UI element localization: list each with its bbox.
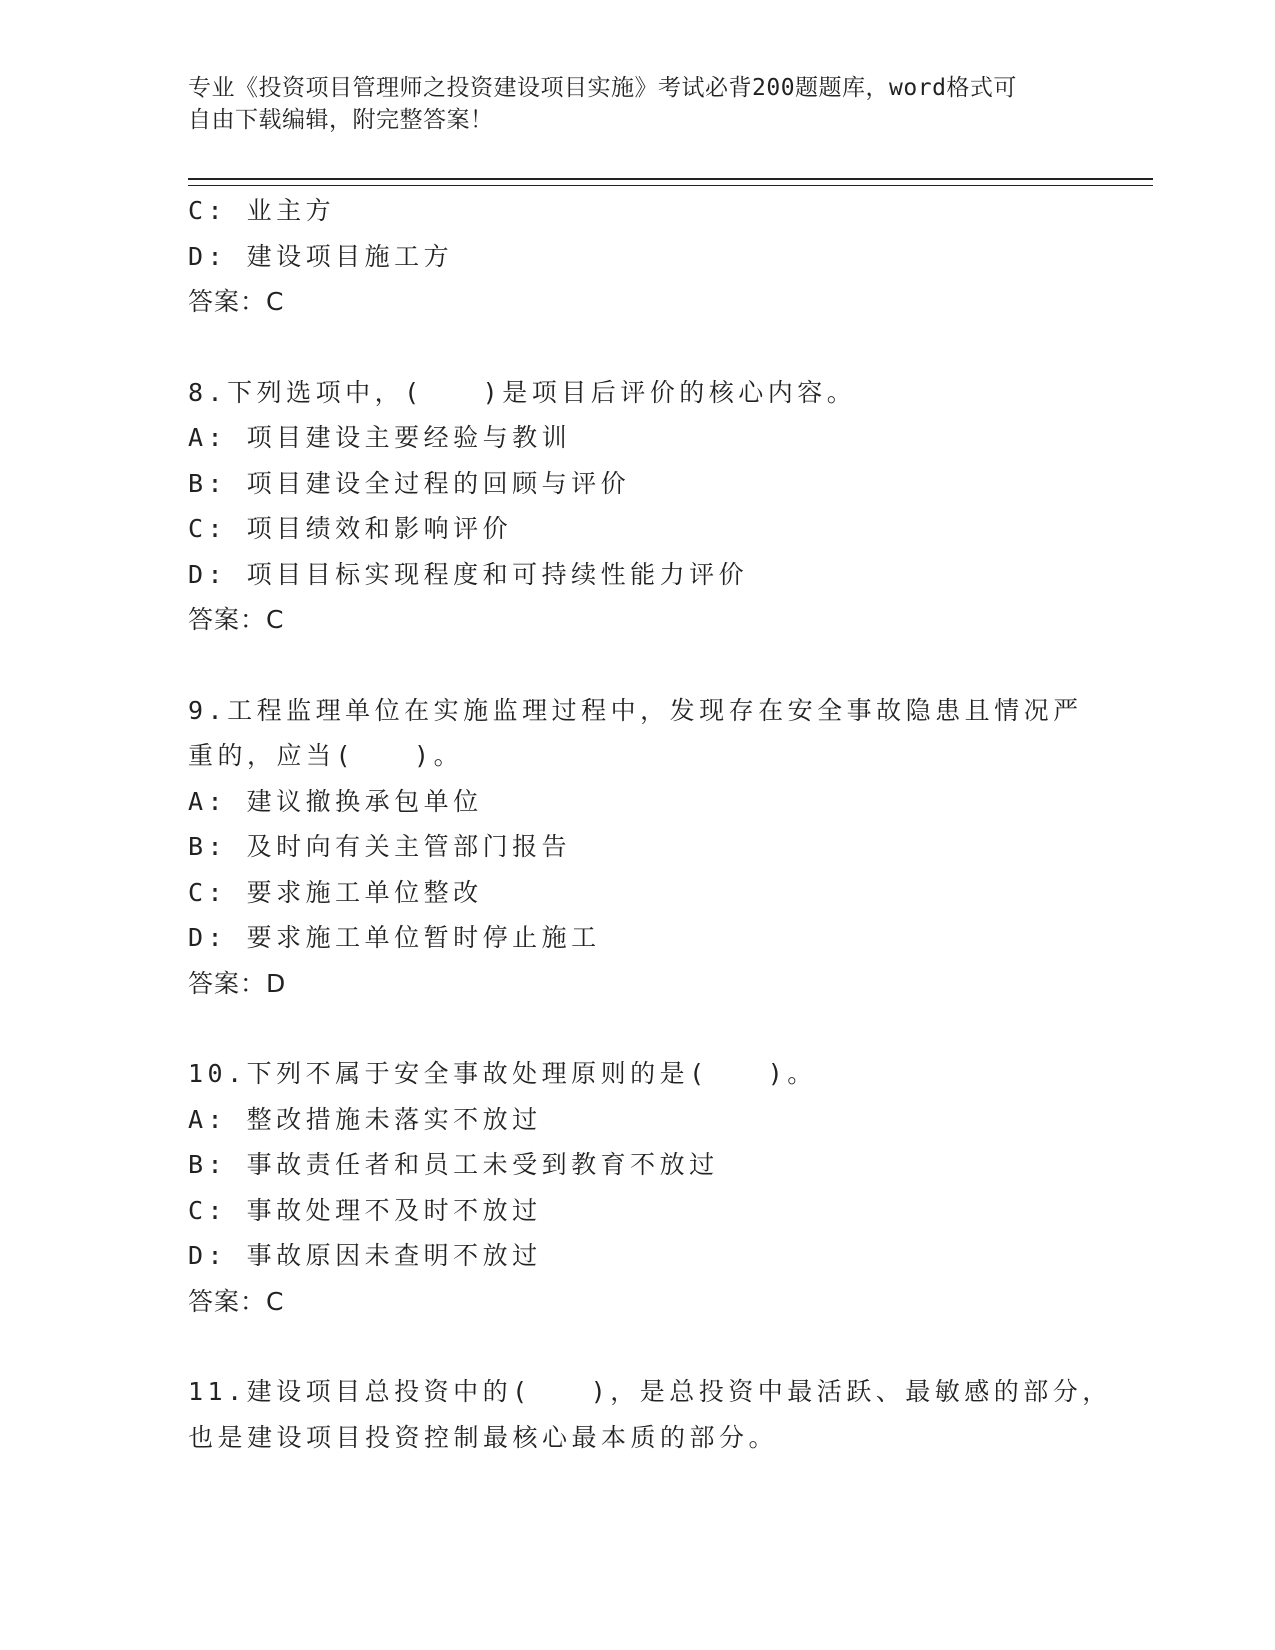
- option-d: D: 建设项目施工方: [188, 241, 454, 271]
- answer-label: 答案：C: [188, 605, 285, 634]
- question-block-10: [188, 1051, 1088, 1324]
- spacer: [188, 1006, 1088, 1051]
- option-d: D: 项目目标实现程度和可持续性能力评价: [188, 559, 749, 589]
- option-c: C: 要求施工单位整改: [188, 877, 483, 907]
- option-a: A: 项目建设主要经验与教训: [188, 423, 572, 452]
- option-d: D: 事故原因未查明不放过: [188, 1241, 542, 1270]
- spacer: [188, 1324, 1088, 1369]
- question-stem-line-1: 11.建设项目总投资中的( )，是总投资中最活跃、最敏感的部分，: [188, 1377, 1112, 1406]
- header-divider: [188, 178, 1153, 186]
- answer-label: 答案：C: [188, 1286, 285, 1316]
- question-stem: 10.下列不属于安全事故处理原则的是( )。: [188, 1059, 817, 1088]
- answer-label: 答案：C: [188, 287, 285, 316]
- question-stem: 8.下列选项中，( )是项目后评价的核心内容。: [188, 377, 857, 407]
- header-title-line-2: 自由下载编辑，附完整答案！: [188, 107, 494, 133]
- option-b: B: 及时向有关主管部门报告: [188, 832, 572, 861]
- question-block-9: [188, 688, 1088, 1007]
- option-d: D: 要求施工单位暂时停止施工: [188, 923, 601, 952]
- option-c: C: 业主方: [188, 196, 336, 225]
- page-header: [188, 72, 1068, 136]
- question-stem-line-2: 也是建设项目投资控制最核心最本质的部分。: [188, 1422, 779, 1452]
- question-block-prev: [188, 188, 1088, 325]
- option-a: A: 整改措施未落实不放过: [188, 1104, 542, 1134]
- option-a: A: 建议撤换承包单位: [188, 786, 483, 816]
- question-list: [188, 188, 1112, 1460]
- spacer: [188, 325, 1088, 370]
- question-block-8: [188, 370, 1088, 643]
- option-b: B: 项目建设全过程的回顾与评价: [188, 468, 631, 498]
- question-block-11: [188, 1369, 1112, 1460]
- question-stem-line-1: 9.工程监理单位在实施监理过程中，发现存在安全事故隐患且情况严: [188, 695, 1083, 725]
- spacer: [188, 643, 1088, 688]
- option-c: C: 事故处理不及时不放过: [188, 1195, 542, 1225]
- question-stem-line-2: 重的，应当( )。: [188, 741, 464, 770]
- option-b: B: 事故责任者和员工未受到教育不放过: [188, 1150, 719, 1179]
- header-title-line-1: 专业《投资项目管理师之投资建设项目实施》考试必背200题题库，word格式可: [188, 75, 1017, 101]
- answer-label: 答案：D: [188, 968, 287, 998]
- option-c: C: 项目绩效和影响评价: [188, 514, 513, 543]
